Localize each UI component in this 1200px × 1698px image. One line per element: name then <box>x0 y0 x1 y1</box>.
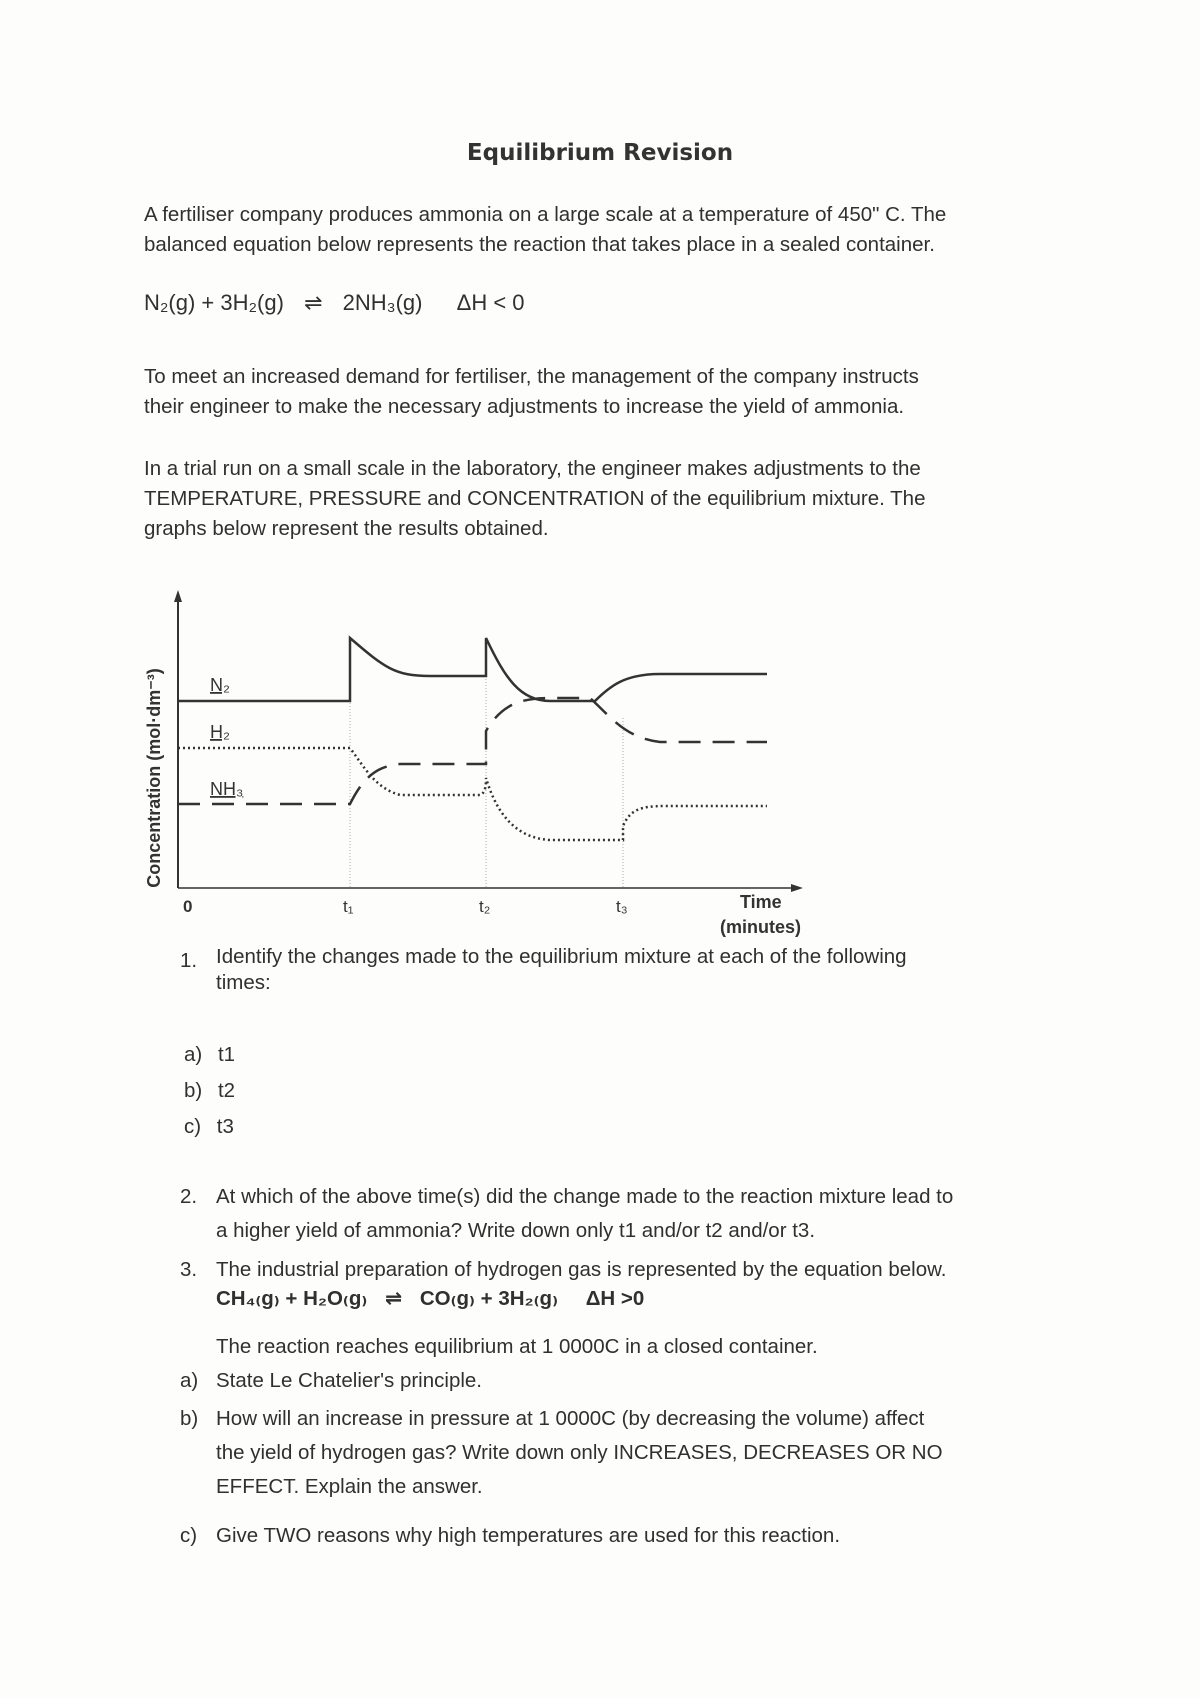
equilibrium-arrow: ⇌ <box>304 290 323 315</box>
question-3b-line-2: the yield of hydrogen gas? Write down only INCREASES, DECREASES OR NO <box>216 1441 943 1464</box>
question-1-text <box>216 944 1056 996</box>
page-title: Equilibrium Revision <box>466 140 734 166</box>
tick-label-t2: t₂ <box>479 897 491 916</box>
question-1a <box>184 1038 235 1072</box>
question-2-number: 2. <box>180 1185 198 1208</box>
question-1c-text: t3 <box>216 1115 234 1138</box>
x-axis-label-minutes: (minutes) <box>720 917 801 937</box>
methane-equation-reactants: CH₄₍g₎ + H₂O₍g₎ <box>216 1287 368 1310</box>
series-n2-line <box>178 638 767 701</box>
question-1b-text: t2 <box>217 1079 236 1102</box>
question-3-line-1: The industrial preparation of hydrogen gas is represented by the equation below. <box>216 1258 947 1281</box>
question-1a-text: t1 <box>217 1043 236 1066</box>
question-1b <box>184 1074 235 1108</box>
equation-reactants: N₂(g) + 3H₂(g) <box>144 290 284 315</box>
question-2-line-2: a higher yield of ammonia? Write down only t1 and/or t2 and/or t3. <box>216 1219 816 1242</box>
question-1c-label: c) <box>184 1115 202 1138</box>
question-3a-label: a) <box>180 1369 199 1392</box>
trial-paragraph <box>144 454 1064 544</box>
equation-products: 2NH₃(g) <box>342 290 423 315</box>
series-nh3-line <box>178 698 767 804</box>
question-2-text <box>216 1180 1076 1248</box>
methane-steam-equation <box>216 1282 644 1316</box>
question-1c <box>184 1110 234 1144</box>
tick-label-t3: t₃ <box>616 897 628 916</box>
question-3-line-3: The reaction reaches equilibrium at 1 0000C in a closed container. <box>216 1335 818 1358</box>
intro-line-1: A fertiliser company produces ammonia on a large scale at a temperature of 450" C. The <box>144 203 947 226</box>
series-label-n2: N₂ <box>210 675 230 695</box>
y-axis-label: Concentration (mol·dm⁻³) <box>144 668 164 888</box>
question-3b-line-3: EFFECT. Explain the answer. <box>216 1475 483 1498</box>
tick-label-t1: t₁ <box>343 897 354 916</box>
series-h2-line <box>178 748 767 840</box>
question-3-number: 3. <box>180 1258 198 1281</box>
methane-equation-products: CO₍g₎ + 3H₂₍g₎ <box>419 1287 558 1310</box>
question-3c-label: c) <box>180 1524 198 1547</box>
question-1-line-2: times: <box>216 971 271 994</box>
trial-line-1: In a trial run on a small scale in the laboratory, the engineer makes adjustments to the <box>144 457 921 480</box>
demand-line-2: their engineer to make the necessary adjustments to increase the yield of ammonia. <box>144 395 905 418</box>
question-2-line-1: At which of the above time(s) did the change made to the reaction mixture lead to <box>216 1185 954 1208</box>
reaction-equation <box>144 290 525 316</box>
question-1a-label: a) <box>184 1043 203 1066</box>
enthalpy-change: ΔH < 0 <box>456 290 525 315</box>
intro-line-2: balanced equation below represents the reaction that takes place in a sealed container. <box>144 233 935 256</box>
question-3b-line-1: How will an increase in pressure at 1 0000C (by decreasing the volume) affect <box>216 1407 925 1430</box>
question-1b-label: b) <box>184 1079 203 1102</box>
demand-paragraph <box>144 362 1064 422</box>
series-label-h2: H₂ <box>210 722 230 742</box>
trial-line-3: graphs below represent the results obtained. <box>144 517 549 540</box>
y-axis-arrowhead <box>174 590 182 602</box>
question-3b-label: b) <box>180 1407 199 1430</box>
trial-line-2: TEMPERATURE, PRESSURE and CONCENTRATION of the equilibrium mixture. The <box>144 487 926 510</box>
methane-equation-arrow: ⇌ <box>384 1287 403 1310</box>
intro-paragraph <box>144 200 1064 260</box>
question-1-line-1: Identify the changes made to the equilibrium mixture at each of the following <box>216 945 907 968</box>
x-axis-arrowhead <box>791 884 803 892</box>
question-3c-text: Give TWO reasons why high temperatures are used for this reaction. <box>216 1524 841 1547</box>
x-axis-label-time: Time <box>740 892 782 912</box>
question-3a-text: State Le Chatelier's principle. <box>216 1369 482 1392</box>
question-1-number: 1. <box>180 949 198 972</box>
methane-equation-enthalpy: ΔH >0 <box>585 1287 645 1310</box>
demand-line-1: To meet an increased demand for fertiliser, the management of the company instructs <box>144 365 919 388</box>
question-3b-text <box>216 1402 1076 1504</box>
origin-label: 0 <box>183 897 193 916</box>
series-label-nh3: NH₃ <box>210 779 244 799</box>
concentration-time-graph <box>140 588 820 948</box>
